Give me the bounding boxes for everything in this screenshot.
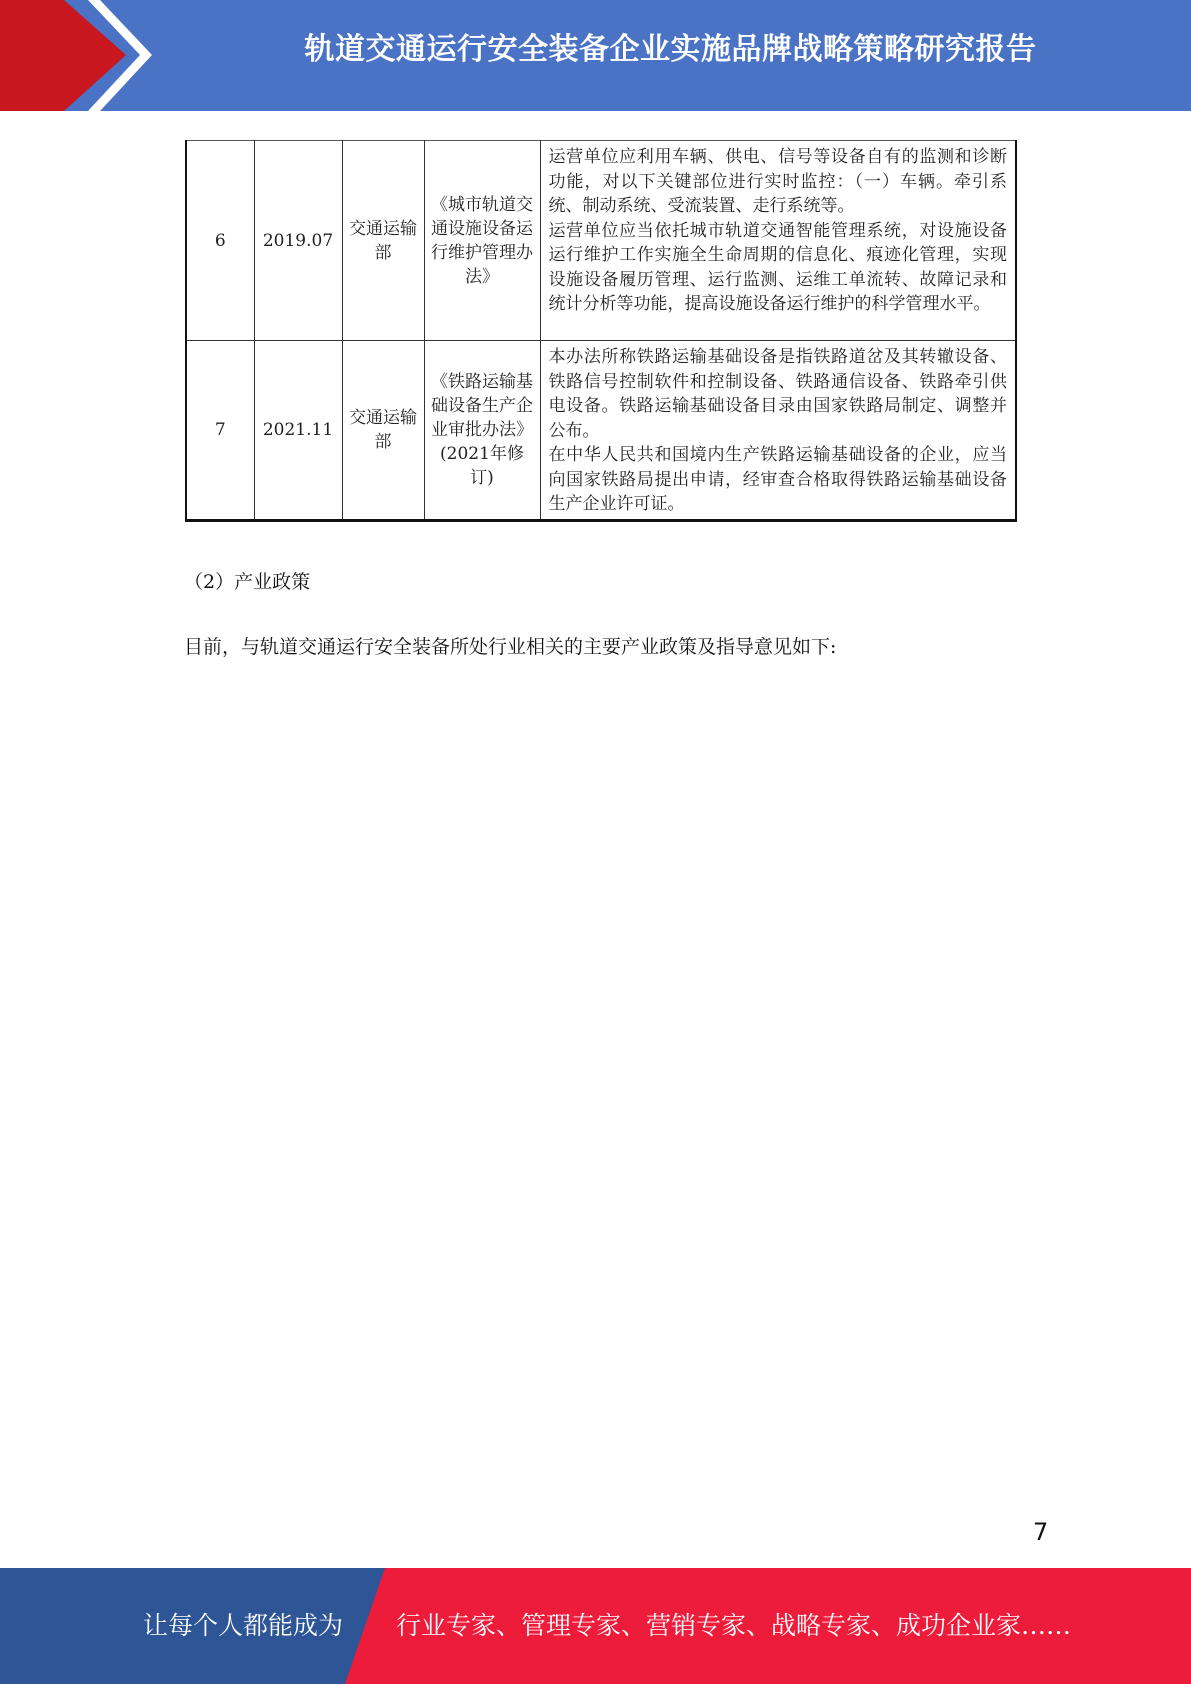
regulation-table [185,140,1017,522]
document-title: 《铁路运输基础设备生产企业审批办法》(2021年修订) [431,371,533,488]
table-cell-document [424,141,540,341]
department-text: 交通运输部 [349,407,417,452]
department-text: 交通运输部 [349,218,417,263]
page-number: 7 [1033,1518,1049,1546]
content-paragraph: 运营单位应利用车辆、供电、信号等设备自有的监测和诊断功能，对以下关键部位进行实时监控：（一）车辆。牵引系统、制动系统、受流装置、走行系统等。 [548,147,1007,216]
page-title: 轨道交通运行安全装备企业实施品牌战略策略研究报告 [304,32,1037,67]
content-paragraph: 本办法所称铁路运输基础设备是指铁路道岔及其转辙设备、铁路信号控制软件和控制设备、铁路通信设备、铁路牵引供电设备。铁路运输基础设备目录由国家铁路局制定、调整并公布。 [548,347,1007,441]
section-heading: （2）产业政策 [184,571,311,593]
table-cell-document [424,341,540,521]
table-cell-content [540,341,1016,521]
table-row [186,341,1016,521]
page-header [0,0,1191,111]
document-title: 《城市轨道交通设施设备运行维护管理办法》 [431,194,533,287]
table-cell-number: 7 [186,341,254,521]
table-cell-number: 6 [186,141,254,341]
footer-slogan-right: 行业专家、管理专家、营销专家、战略专家、成功企业家…… [396,1611,1072,1640]
table-cell-content [540,141,1016,341]
table-cell-date: 2019.07 [254,141,342,341]
content-paragraph: 在中华人民共和国境内生产铁路运输基础设备的企业，应当向国家铁路局提出申请，经审查合格取得铁路运输基础设备生产企业许可证。 [548,445,1007,514]
table-row [186,141,1016,341]
page-footer [0,1568,1191,1684]
header-chevron-decoration [0,0,160,111]
table-cell-department [342,141,424,341]
table-cell-date: 2021.11 [254,341,342,521]
footer-slogan-left: 让每个人都能成为 [143,1611,344,1640]
intro-paragraph: 目前，与轨道交通运行安全装备所处行业相关的主要产业政策及指导意见如下: [184,636,837,658]
content-paragraph: 运营单位应当依托城市轨道交通智能管理系统，对设施设备运行维护工作实施全生命周期的信息化、痕迹化管理，实现设施设备履历管理、运行监测、运维工单流转、故障记录和统计分析等功能，提高设施设备运行维护的科学管理水平。 [548,220,1007,314]
table-cell-department [342,341,424,521]
